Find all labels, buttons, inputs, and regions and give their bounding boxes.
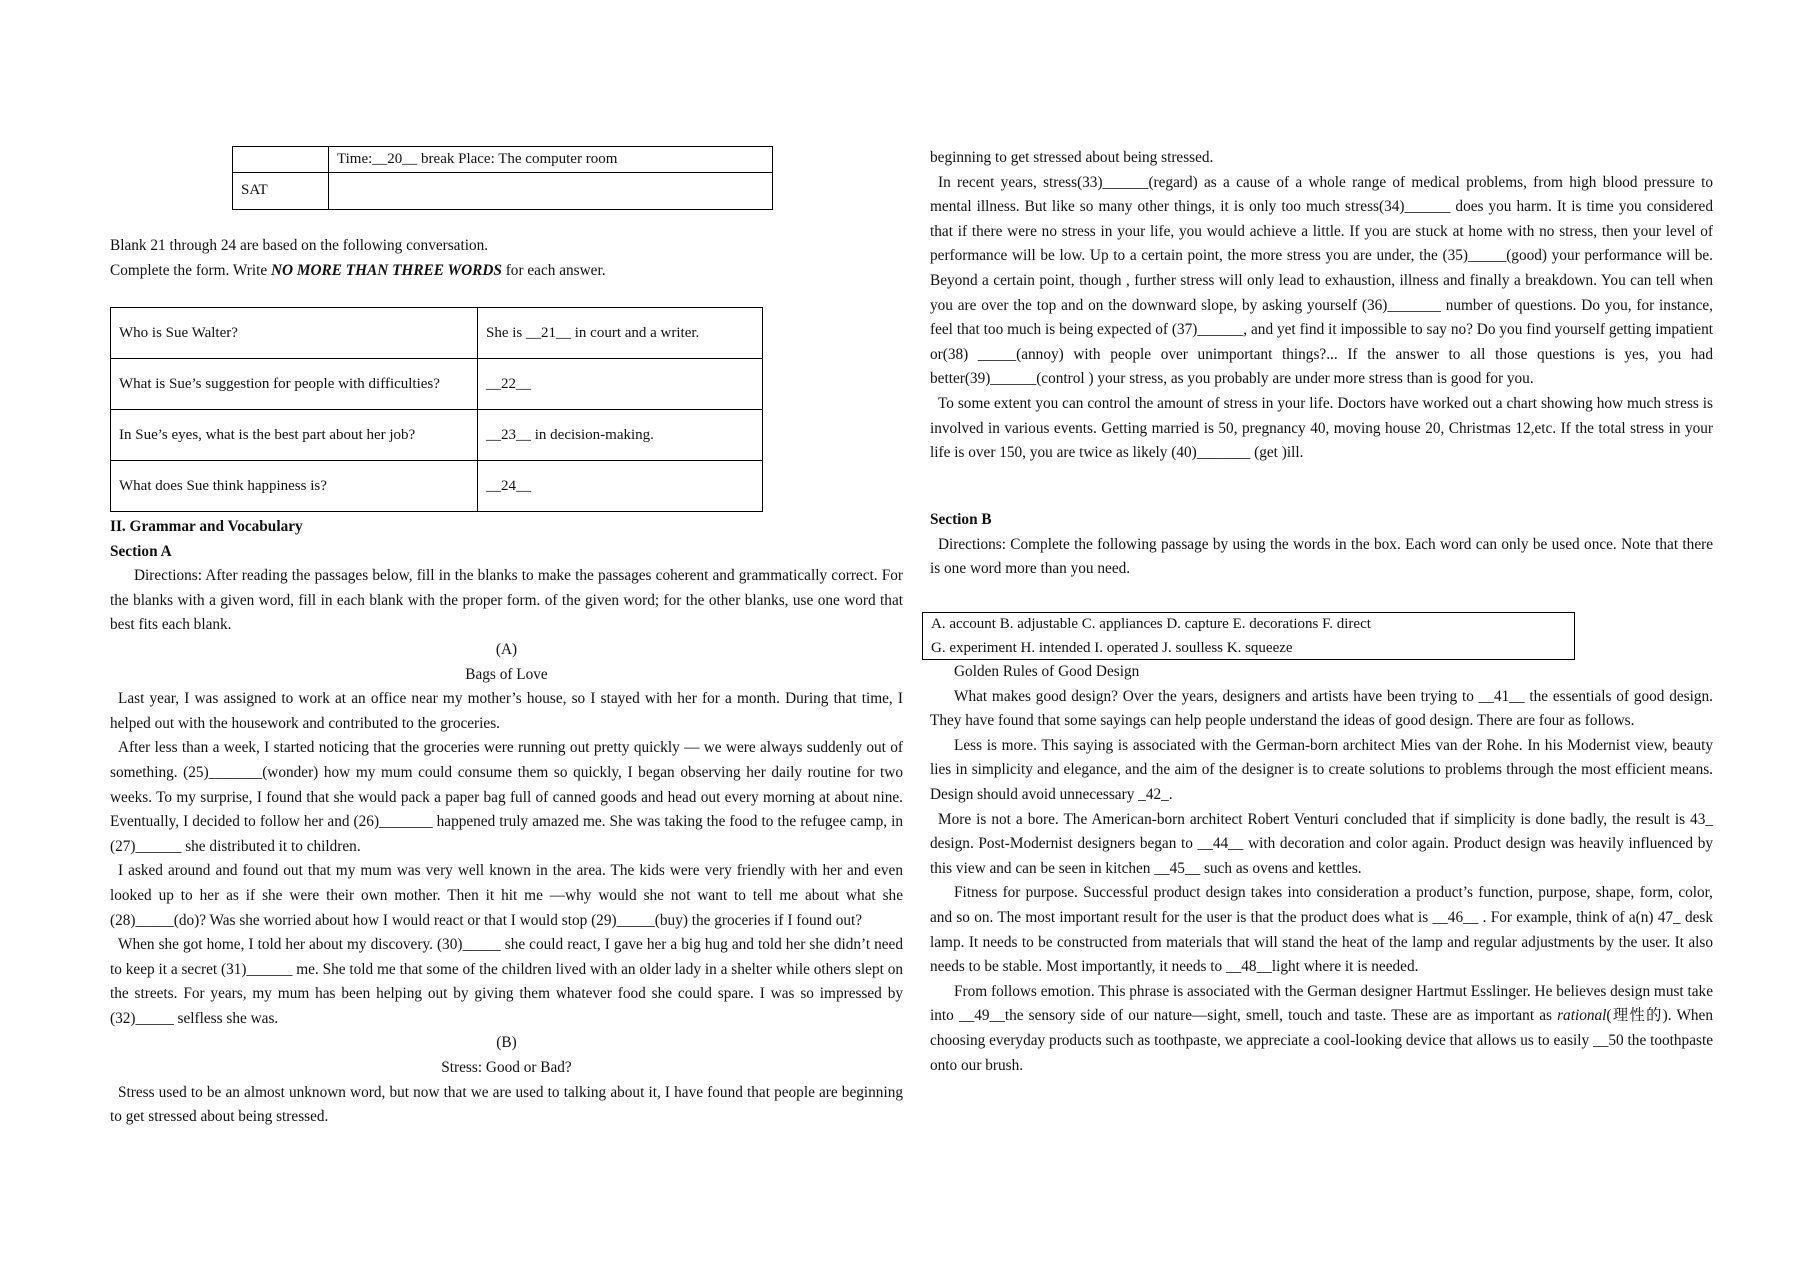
table-row [233, 172, 773, 209]
section-title: II. Grammar and Vocabulary [110, 518, 303, 535]
passage-b-first-line: Stress used to be an almost unknown word, but now that we are used to talking about it, I have found that people are beginning to get stressed about being stressed. [110, 1083, 903, 1126]
passage-paragraph: What makes good design? Over the years, designers and artists have been trying to __41__ the essentials of good design. They have found that some sayings can help people understand the ideas of good design. There are four as follows. [930, 687, 1713, 730]
passage-b-title: Stress: Good or Bad? [441, 1059, 572, 1077]
passage-paragraph: More is not a bore. The American-born architect Robert Venturi concluded that if simplicity is done badly, the result is 43_ design. Post-Modernist designers began to __44__ with decoration and color again. Product design was heavily influenced by this view and can be seen in kitchen __45__ such as ovens and kettles. [930, 810, 1713, 877]
table-row [111, 461, 763, 512]
design-last-suffix: (理性的). When choosing everyday products such as toothpaste, we appreciate a cool-looking device that allows us to easily __50 the toothpaste onto our brush. [930, 1007, 1713, 1074]
passage-b-continuation: beginning to get stressed about being stressed. [930, 149, 1214, 166]
table-row [111, 410, 763, 461]
passage-paragraph: To some extent you can control the amount of stress in your life. Doctors have worked out a chart showing how much stress is involved in various events. Getting married is 50, pregnancy 40, moving house 20, Christmas 12,etc. If the total stress in your life is over 150, you are twice as likely (40)_______ (get )ill. [930, 394, 1713, 462]
passage-paragraph: In recent years, stress(33)______(regard) as a cause of a whole range of medical problems, from high blood pressure to mental illness. But like so many other things, it is only too much stress(34)______ does you harm. It is time you considered that if there were no stress in your life, you would achieve a little. If you are stuck at home with no stress, then your level of performance will be low. Up to a certain point, the more stress you are under, the (35)_____(good) your performance will be. Beyond a certain point, though , further stress will only lead to exhaustion, illness and finally a breakdown. You can tell when you are over the top and on the downward slope, by asking yourself (36)_______ number of questions. Do you, for instance, feel that too much is being expected of (37)______, and yet find it impossible to say no? Do you find yourself getting impatient or(38) _____(annoy) with people over unimportant things?... If the answer to all those questions is yes, you had better(39)______(control ) your stress, as you probably are under more stress than is good for you. [930, 173, 1713, 388]
table-row [111, 308, 763, 359]
sue-walter-table [110, 307, 763, 512]
design-last-prefix: From follows emotion. This phrase is associated with the German designer Hartmut Esslinger. He believes design must take into __49__the sensory side of our nature—sight, smell, touch and taste. These are as important as [930, 982, 1713, 1025]
grammar-vocabulary-section [110, 515, 903, 1126]
passage-a-label: (A) [495, 640, 518, 658]
conversation-instruction [110, 259, 903, 284]
question-cell: What does Sue think happiness is? [111, 461, 478, 512]
conversation-intro: Blank 21 through 24 are based on the following conversation. [110, 237, 489, 254]
answer-cell: __24__ [478, 461, 763, 512]
table-row [233, 147, 773, 173]
passage-paragraph: Last year, I was assigned to work at an office near my mother’s house, so I stayed with her for a month. During that time, I helped out with the housework and contributed to the groceries. [110, 690, 903, 732]
instruction-suffix: for each answer. [501, 261, 606, 279]
table-cell [233, 147, 329, 173]
table-cell [329, 172, 773, 209]
answer-cell: She is __21__ in court and a writer. [478, 308, 763, 359]
table-row [111, 359, 763, 410]
word-box-line: A. account B. adjustable C. appliances D. capture E. decorations F. direct [931, 616, 1371, 632]
passage-paragraph: Less is more. This saying is associated with the German-born architect Mies van der Rohe. In his Modernist view, beauty lies in simplicity and elegance, and the aim of the designer is to create solutions to problems through the most efficient means. Design should avoid unnecessary _42_. [930, 736, 1713, 803]
passage-paragraph: When she got home, I told her about my discovery. (30)_____ she could react, I gave her a big hug and told her she didn’t need to keep it a secret (31)______ me. She told me that some of the children lived with an older lady in a shelter while others slept on the streets. For years, my mum has been helping out by giving them whatever food she could spare. I was so impressed by (32)_____ selfless she was. [110, 936, 903, 1027]
question-cell: Who is Sue Walter? [111, 308, 478, 359]
word-box-line: G. experiment H. intended I. operated J. soulless K. squeeze [931, 639, 1293, 656]
section-a-directions: Directions: After reading the passages below, fill in the blanks to make the passages coherent and grammatically correct. For the blanks with a given word, fill in each blank with the proper form. of the given word; for the other blanks, use one word that best fits each blank. [110, 567, 903, 634]
answer-cell: __22__ [478, 359, 763, 410]
passage-b-label: (B) [496, 1034, 517, 1052]
section-b-directions: Directions: Complete the following passage by using the words in the box. Each word can only be used once. Note that there is one word more than you need. [930, 535, 1713, 578]
instruction-prefix: Complete the form. Write [110, 261, 271, 279]
passage-paragraph: I asked around and found out that my mum was very well known in the area. The kids were very friendly with her and even looked up to her as if she were their own mother. Then it hit me —why would she not want to tell me about what she (28)_____(do)? Was she worried about how I would react or that I would stop (29)_____(buy) the groceries if I found out? [110, 862, 903, 929]
passage-paragraph [930, 980, 1713, 1078]
section-b [930, 508, 1713, 582]
question-cell: In Sue’s eyes, what is the best part about her job? [111, 410, 478, 461]
design-last-emphasis: rational [1557, 1007, 1607, 1025]
passage-a-title: Bags of Love [465, 665, 548, 683]
passage-paragraph: Fitness for purpose. Successful product design takes into consideration a product’s function, purpose, shape, form, color, and so on. The most important result for the user is that the product does what is __46__ . For example, think of a(n) 47_ desk lamp. It needs to be constructed from materials that will stand the heat of the lamp and regular adjustments by the user. It also needs to be stable. Most importantly, it needs to __48__light where it is needed. [930, 884, 1713, 976]
instruction-emphasis: NO MORE THAN THREE WORDS [270, 261, 502, 279]
section-b-title: Section B [930, 511, 992, 528]
design-passage [930, 660, 1713, 1078]
table-cell: Time:__20__ break Place: The computer room [329, 147, 773, 173]
passage-paragraph: After less than a week, I started noticing that the groceries were running out pretty quickly — we were always suddenly out of something. (25)_______(wonder) how my mum could consume them so quickly, I began observing her daily routine for two weeks. To my surprise, I found that she would pack a paper bag full of canned goods and head out every morning at about nine. Eventually, I decided to follow her and (26)_______ happened truly amazed me. She was taking the food to the refugee camp, in (27)______ she distributed it to children. [110, 739, 903, 855]
passage-b-continued [930, 146, 1713, 466]
word-box [922, 612, 1575, 660]
answer-cell: __23__ in decision-making. [478, 410, 763, 461]
question-cell: What is Sue’s suggestion for people with difficulties? [111, 359, 478, 410]
sat-table [232, 146, 773, 210]
table-cell: SAT [233, 172, 329, 209]
section-a-title: Section A [110, 542, 172, 560]
conversation-instructions [110, 234, 903, 283]
design-title: Golden Rules of Good Design [954, 663, 1140, 680]
